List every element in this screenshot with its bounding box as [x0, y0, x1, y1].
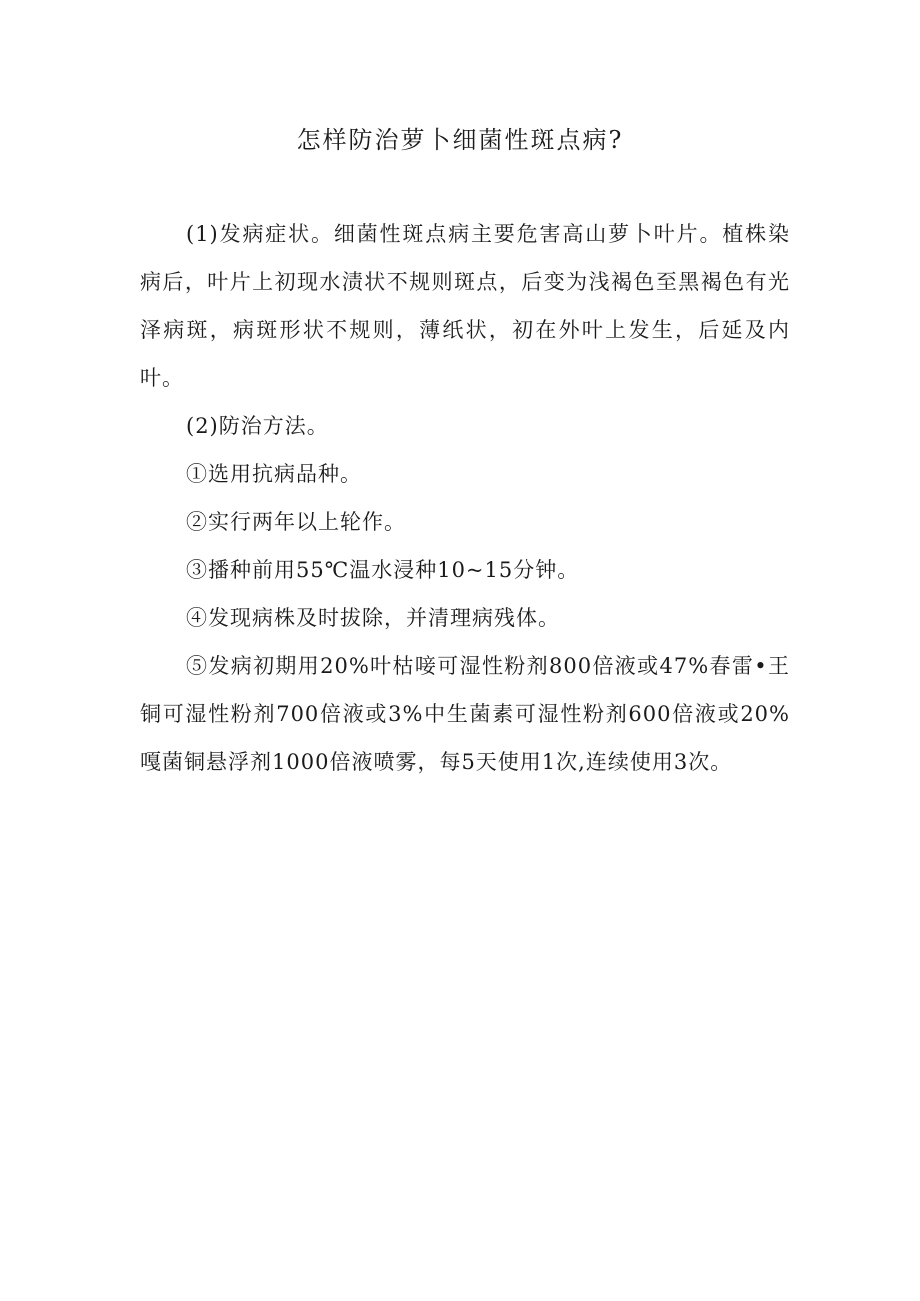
document-title: 怎样防治萝卜细菌性斑点病? — [296, 126, 624, 154]
paragraph-method-1: ①选用抗病品种。 — [186, 462, 362, 486]
paragraph-method-3: ③播种前用55℃温水浸种10~15分钟。 — [186, 558, 580, 582]
paragraph-method-2: ②实行两年以上轮作。 — [186, 510, 406, 534]
paragraph-method-4: ④发现病株及时拔除，并清理病残体。 — [186, 606, 560, 630]
paragraph-method-5: ⑤发病初期用20%叶枯唼可湿性粉剂800倍液或47%春雷•王铜可湿性粉剂700倍液或3%中生菌素可湿性粉剂600倍液或20%嘎菌铜悬浮剂1000倍液喷雾，每5天使用1次,连续使用3次。 — [140, 654, 790, 774]
paragraph-symptoms: (1)发病症状。细菌性斑点病主要危害高山萝卜叶片。植株染病后，叶片上初现水渍状不规则斑点，后变为浅褐色至黑褐色有光泽病斑，病斑形状不规则，薄纸状，初在外叶上发生，后延及内叶。 — [140, 222, 790, 390]
paragraph-control-heading: (2)防治方法。 — [186, 414, 329, 438]
document-body — [140, 210, 790, 786]
